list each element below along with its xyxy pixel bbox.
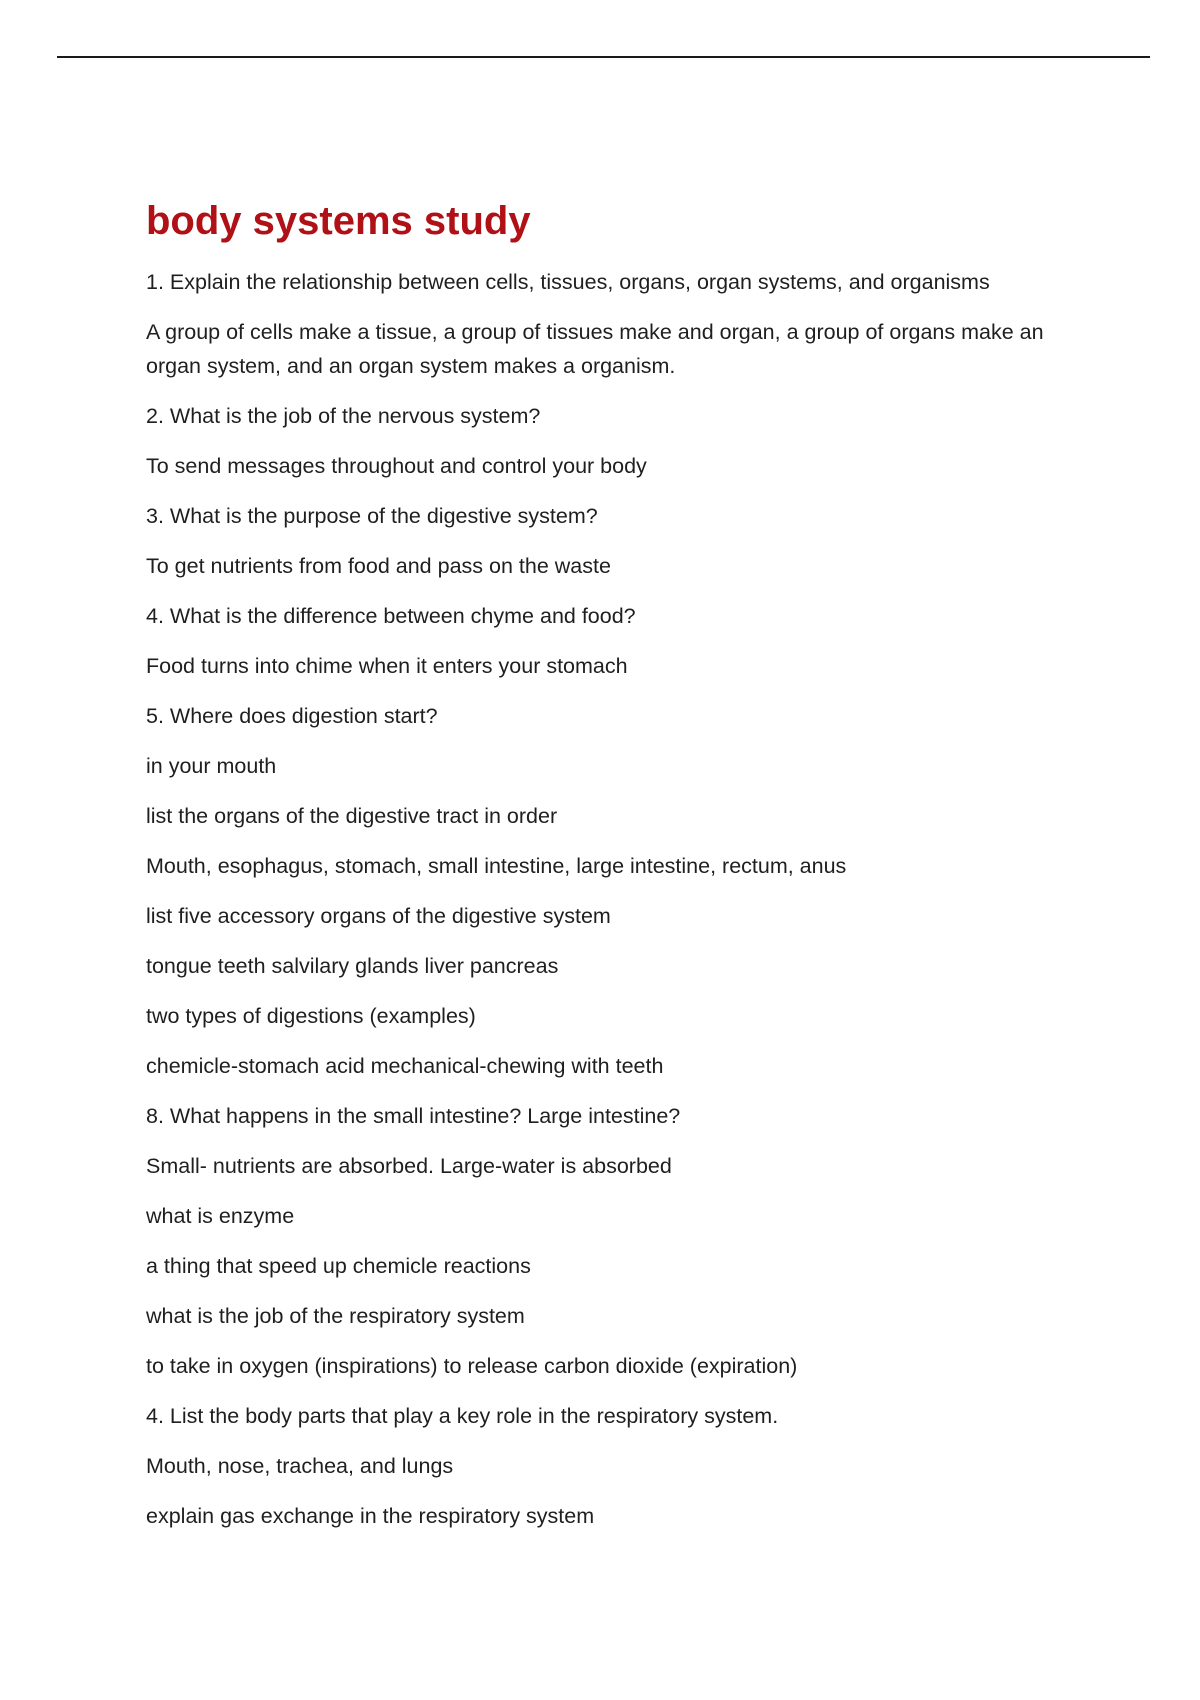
question-6: list the organs of the digestive tract in order xyxy=(146,804,558,828)
question-5: 5. Where does digestion start? xyxy=(146,704,438,728)
answer-9: Small- nutrients are absorbed. Large-water is absorbed xyxy=(146,1154,672,1178)
question-4: 4. What is the difference between chyme and food? xyxy=(146,604,636,628)
answer-5: in your mouth xyxy=(146,754,277,778)
question-2: 2. What is the job of the nervous system? xyxy=(146,404,541,428)
answer-10: a thing that speed up chemicle reactions xyxy=(146,1254,531,1278)
answer-6: Mouth, esophagus, stomach, small intestine, large intestine, rectum, anus xyxy=(146,854,847,878)
answer-11: to take in oxygen (inspirations) to release carbon dioxide (expiration) xyxy=(146,1354,798,1378)
answer-7: tongue teeth salvilary glands liver pancreas xyxy=(146,954,559,978)
question-12: 4. List the body parts that play a key role in the respiratory system. xyxy=(146,1404,779,1428)
question-10: what is enzyme xyxy=(146,1204,295,1228)
answer-8: chemicle-stomach acid mechanical-chewing with teeth xyxy=(146,1054,664,1078)
answer-2: To send messages throughout and control your body xyxy=(146,454,647,478)
answer-3: To get nutrients from food and pass on the waste xyxy=(146,554,611,578)
document-body xyxy=(146,196,1086,1549)
answer-1: A group of cells make a tissue, a group of tissues make and organ, a group of organs make an organ system, and an organ system makes a organism. xyxy=(146,320,1044,378)
answer-4: Food turns into chime when it enters your stomach xyxy=(146,654,628,678)
answer-12: Mouth, nose, trachea, and lungs xyxy=(146,1454,454,1478)
question-8: two types of digestions (examples) xyxy=(146,1004,476,1028)
question-13: explain gas exchange in the respiratory system xyxy=(146,1504,595,1528)
question-3: 3. What is the purpose of the digestive system? xyxy=(146,504,598,528)
question-7: list five accessory organs of the digestive system xyxy=(146,904,611,928)
question-9: 8. What happens in the small intestine? Large intestine? xyxy=(146,1104,681,1128)
question-1: 1. Explain the relationship between cells, tissues, organs, organ systems, and organisms xyxy=(146,270,990,294)
document-title: body systems study xyxy=(146,199,531,243)
question-11: what is the job of the respiratory system xyxy=(146,1304,525,1328)
top-divider xyxy=(57,56,1150,58)
